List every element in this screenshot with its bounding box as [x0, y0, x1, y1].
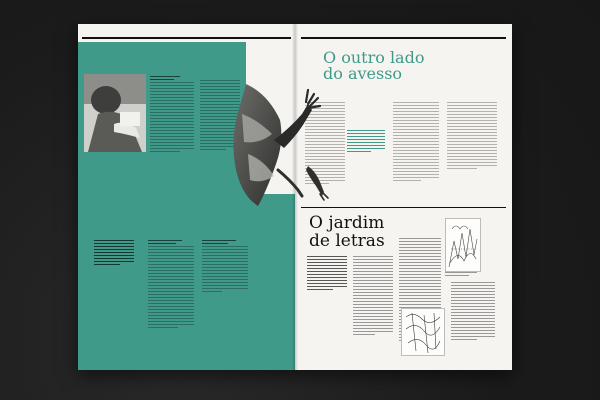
sketch-drawing-top — [446, 219, 480, 271]
article-column-b — [393, 102, 439, 183]
workshop-photo — [84, 74, 146, 152]
caption-top — [445, 272, 477, 278]
text-column-3 — [148, 240, 194, 330]
article-column-c — [447, 102, 497, 171]
top-rule-left — [82, 37, 291, 39]
text-column-4 — [202, 240, 248, 294]
dancer-photo — [228, 84, 323, 224]
text-column-1 — [150, 76, 194, 154]
sidebar-column — [451, 282, 495, 342]
sketch-drawing-bottom — [402, 309, 444, 355]
illustration-sketch-bottom — [401, 308, 445, 356]
pull-quote-block — [94, 240, 134, 267]
headline-jardim-letras: O jardim de letras — [309, 213, 385, 251]
teal-pull-quote — [347, 130, 385, 154]
body-column-1 — [353, 256, 393, 337]
mid-rule-right — [301, 207, 506, 208]
lead-paragraph — [307, 256, 347, 292]
top-rule-right — [301, 37, 506, 39]
illustration-sketch-top — [445, 218, 481, 272]
newspaper-spread — [78, 24, 512, 370]
headline-outro-lado: O outro lado do avesso — [323, 48, 425, 83]
hand-detail — [302, 162, 332, 202]
